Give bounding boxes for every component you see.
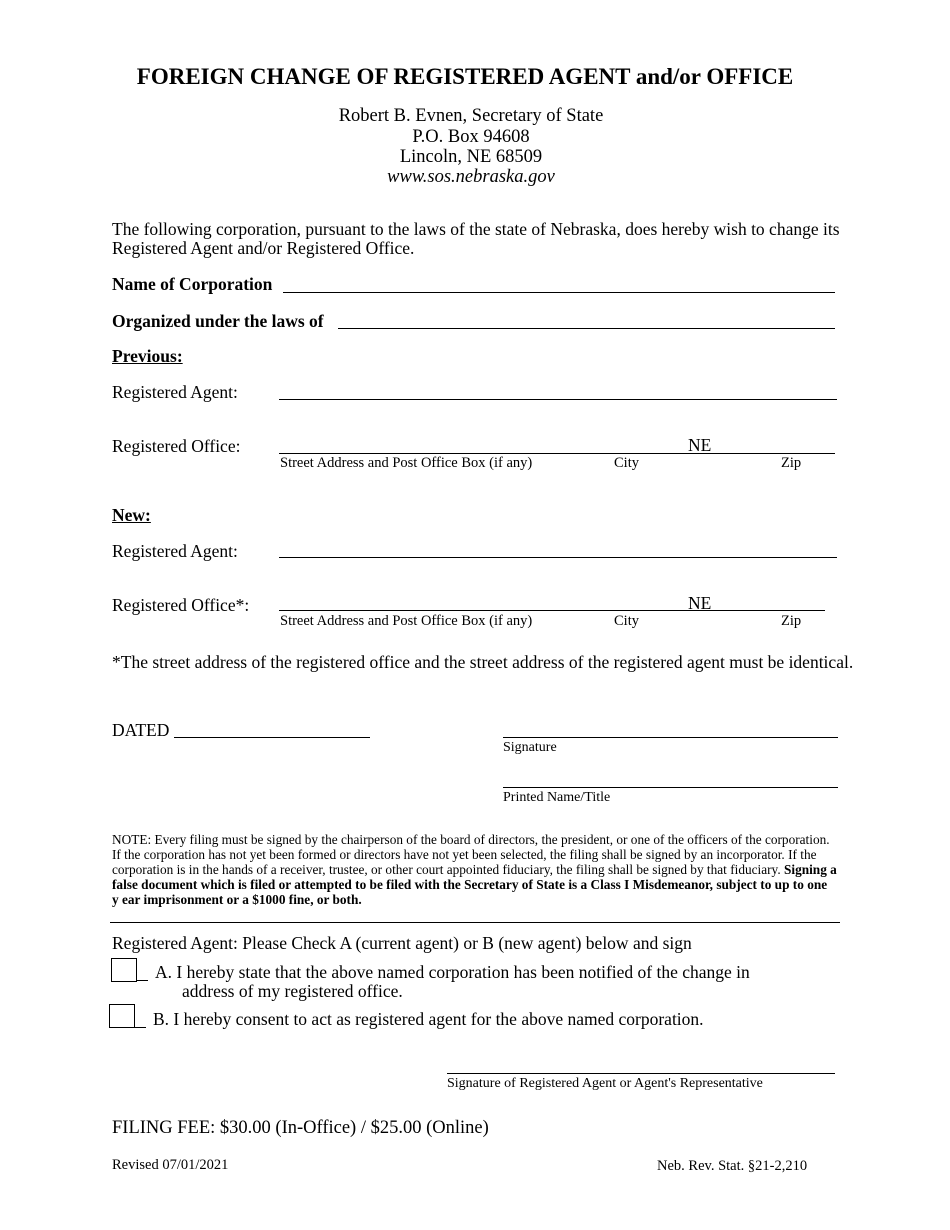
- previous-office-label: Registered Office:: [112, 436, 241, 456]
- note-warning: Signing a false document which is filed or attempted to be filed with the Secretary of State is a Class I Misdemeanor, subject to up to one y ear imprisonment or a $1000 fine, or both.: [112, 862, 837, 907]
- filing-fee: FILING FEE: $30.00 (In-Office) / $25.00 (Online): [112, 1118, 489, 1138]
- new-office-field[interactable]: [279, 610, 825, 611]
- note-text: NOTE: Every filing must be signed by the chairperson of the board of directors, the president, or one of the officers of the corporation. If the corporation has not yet been formed or directors have not yet been selected, the filing shall be signed by an incorporator. If the corporation is in the hands of a receiver, trustee, or other court appointed fiduciary, the filing shall be signed by that fiduciary.: [112, 832, 830, 877]
- option-a-underscore: [137, 980, 148, 981]
- option-a-text-line2: address of my registered office.: [182, 981, 403, 1001]
- previous-agent-field[interactable]: [279, 399, 837, 400]
- laws-field[interactable]: [338, 328, 835, 329]
- po-box: P.O. Box 94608: [412, 127, 530, 147]
- signature-field[interactable]: [503, 737, 838, 738]
- new-street-sublabel: Street Address and Post Office Box (if any): [280, 613, 533, 629]
- city-state: Lincoln, NE 68509: [399, 147, 543, 167]
- printed-name-field[interactable]: [503, 787, 838, 788]
- new-state: NE: [688, 593, 712, 613]
- new-heading: New:: [112, 505, 151, 525]
- corp-name-label: Name of Corporation: [112, 274, 273, 294]
- previous-street-sublabel: Street Address and Post Office Box (if any): [280, 455, 533, 471]
- intro-text: The following corporation, pursuant to the laws of the state of Nebraska, does hereby wish to change its Registered Agent and/or Registered Office.: [112, 219, 840, 258]
- statute-reference: Neb. Rev. Stat. §21-2,210: [657, 1158, 808, 1174]
- previous-agent-label: Registered Agent:: [112, 382, 238, 402]
- agent-instruction: Registered Agent: Please Check A (current agent) or B (new agent) below and sign: [112, 933, 692, 953]
- revised-date: Revised 07/01/2021: [112, 1157, 229, 1173]
- dated-label: DATED: [112, 720, 170, 740]
- agent-signature-label: Signature of Registered Agent or Agent's Representative: [447, 1076, 763, 1091]
- option-a-text-line1: A. I hereby state that the above named corporation has been notified of the change in: [155, 962, 750, 982]
- new-city-sublabel: City: [614, 613, 639, 629]
- new-agent-field[interactable]: [279, 557, 837, 558]
- printed-name-label: Printed Name/Title: [503, 790, 611, 805]
- agent-signature-field[interactable]: [447, 1073, 835, 1074]
- website-link[interactable]: www.sos.nebraska.gov: [387, 167, 555, 187]
- previous-state: NE: [688, 435, 712, 455]
- legal-note: [112, 832, 837, 907]
- new-office-label: Registered Office*:: [112, 595, 250, 615]
- option-b-checkbox[interactable]: [109, 1004, 135, 1028]
- option-b-text: B. I hereby consent to act as registered agent for the above named corporation.: [153, 1009, 704, 1029]
- signature-label: Signature: [503, 740, 557, 755]
- previous-zip-sublabel: Zip: [781, 455, 802, 471]
- footnote: *The street address of the registered office and the street address of the registered agent must be identical.: [112, 652, 854, 672]
- new-agent-label: Registered Agent:: [112, 541, 238, 561]
- form-title: FOREIGN CHANGE OF REGISTERED AGENT and/or OFFICE: [136, 64, 794, 89]
- corp-name-field[interactable]: [283, 292, 835, 293]
- previous-city-sublabel: City: [614, 455, 639, 471]
- section-divider: [110, 922, 840, 923]
- option-b-underscore: [135, 1027, 146, 1028]
- dated-field[interactable]: [174, 737, 370, 738]
- office-name: Robert B. Evnen, Secretary of State: [338, 106, 604, 126]
- laws-label: Organized under the laws of: [112, 311, 324, 331]
- previous-office-field[interactable]: [279, 453, 835, 454]
- option-a-checkbox[interactable]: [111, 958, 137, 982]
- previous-heading: Previous:: [112, 346, 183, 366]
- new-zip-sublabel: Zip: [781, 613, 802, 629]
